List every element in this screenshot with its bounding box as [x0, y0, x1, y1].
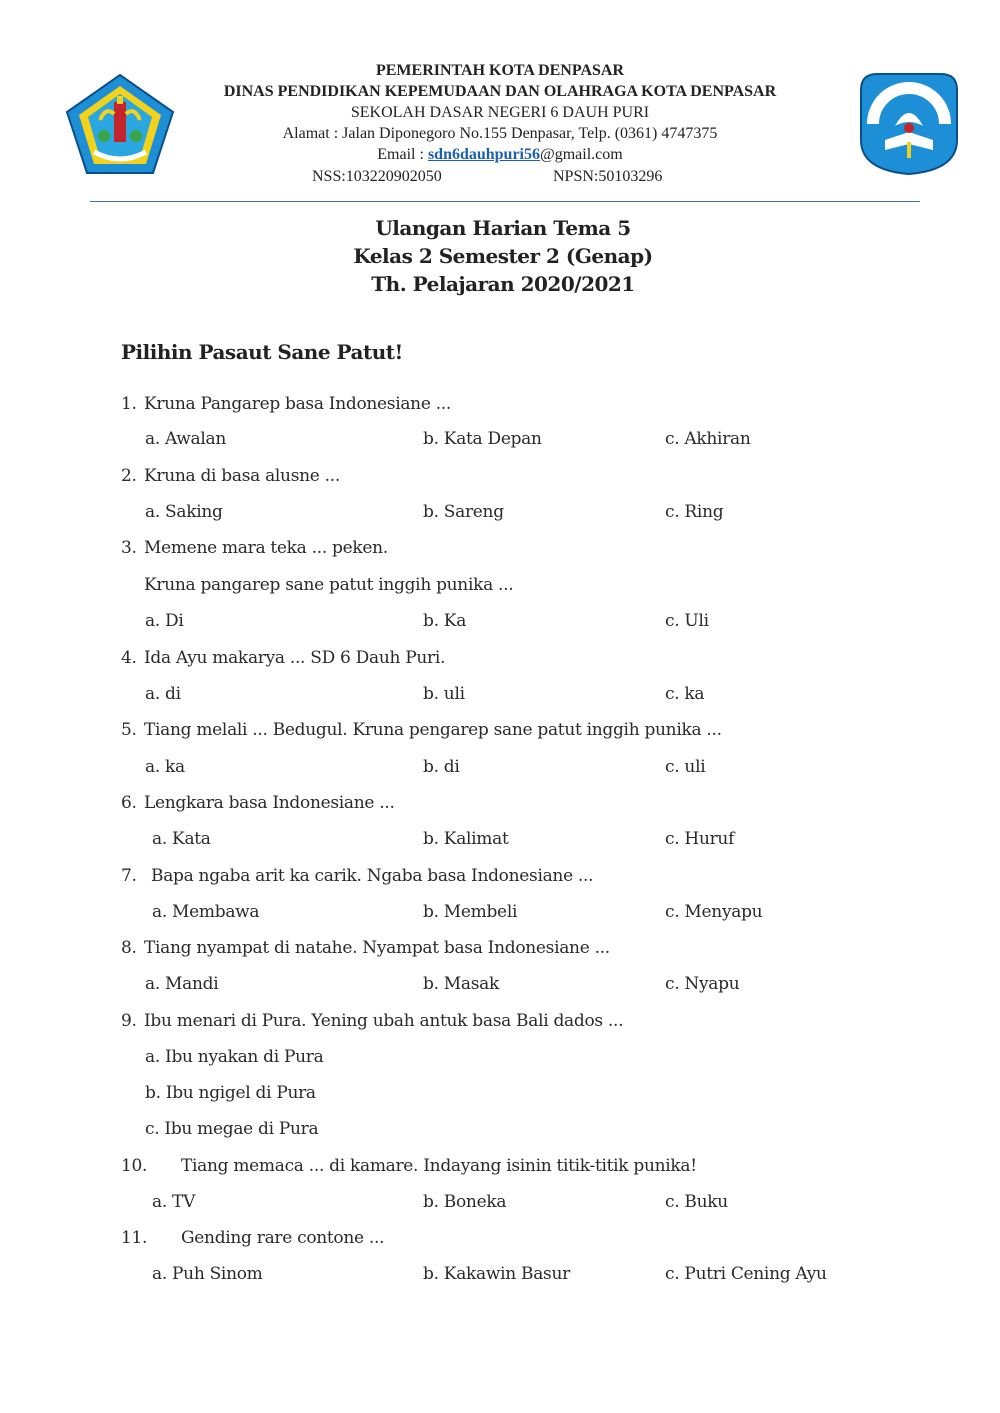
question-text: Tiang melali ... Bedugul. Kruna pengarep sane patut inggih punika ...: [144, 720, 722, 740]
exam-year: Th. Pelajaran 2020/2021: [371, 272, 635, 296]
question-text: Bapa ngaba arit ka carik. Ngaba basa Indonesiane ...: [151, 866, 594, 886]
exam-title: Ulangan Harian Tema 5: [375, 216, 631, 240]
question-number: 11.: [121, 1228, 148, 1248]
option-b: b. Kalimat: [423, 829, 509, 849]
option-a: a. ka: [145, 757, 185, 777]
email-label: Email :: [377, 146, 428, 163]
option-c: c. Buku: [665, 1192, 728, 1212]
option-a: a. Saking: [145, 502, 223, 522]
question-text: Kruna Pangarep basa Indonesiane ...: [144, 394, 452, 414]
option-a: a. Puh Sinom: [152, 1264, 263, 1284]
header-government: PEMERINTAH KOTA DENPASAR: [375, 62, 624, 79]
email-link[interactable]: sdn6dauhpuri56: [427, 146, 540, 163]
option-b: b. Ibu ngigel di Pura: [145, 1083, 316, 1103]
exam-class: Kelas 2 Semester 2 (Genap): [353, 244, 653, 268]
option-a: a. Kata: [152, 829, 211, 849]
question-text: Tiang nyampat di natahe. Nyampat basa Indonesiane ...: [144, 938, 610, 958]
option-a: a. TV: [152, 1192, 196, 1212]
option-c: c. Putri Cening Ayu: [665, 1264, 827, 1284]
question-number: 7.: [121, 866, 137, 886]
question-text: Gending rare contone ...: [181, 1228, 385, 1248]
option-a: a. Di: [145, 611, 184, 631]
question-text: Lengkara basa Indonesiane ...: [144, 793, 395, 813]
question-text-continued: Kruna pangarep sane patut inggih punika ...: [144, 575, 514, 595]
option-c: c. ka: [665, 684, 705, 704]
question-text: Tiang memaca ... di kamare. Indayang isinin titik-titik punika!: [181, 1156, 697, 1176]
option-c: c. Menyapu: [665, 902, 763, 922]
header-divider: [90, 201, 920, 202]
option-c: c. Akhiran: [665, 429, 751, 449]
email-domain: @gmail.com: [540, 146, 623, 163]
question-number: 5.: [121, 720, 137, 740]
option-c: c. Ring: [665, 502, 724, 522]
question-number: 6.: [121, 793, 137, 813]
option-c: c. uli: [665, 757, 706, 777]
question-number: 1.: [121, 394, 137, 414]
option-a: a. Mandi: [145, 974, 219, 994]
option-b: b. Sareng: [423, 502, 504, 522]
option-c: c. Uli: [665, 611, 709, 631]
question-number: 8.: [121, 938, 137, 958]
question-number: 9.: [121, 1011, 137, 1031]
option-a: a. Membawa: [152, 902, 260, 922]
header-department: DINAS PENDIDIKAN KEPEMUDAAN DAN OLAHRAGA KOTA DENPASAR: [223, 83, 777, 100]
instruction-heading: Pilihin Pasaut Sane Patut!: [121, 340, 403, 364]
option-b: b. Ka: [423, 611, 467, 631]
option-b: b. Boneka: [423, 1192, 507, 1212]
option-b: b. Masak: [423, 974, 499, 994]
question-number: 10.: [121, 1156, 148, 1176]
question-text: Memene mara teka ... peken.: [144, 538, 388, 558]
option-b: b. Kakawin Basur: [423, 1264, 570, 1284]
header-npsn: NPSN:50103296: [553, 168, 663, 185]
question-text: Ida Ayu makarya ... SD 6 Dauh Puri.: [144, 648, 446, 668]
option-a: a. di: [145, 684, 181, 704]
option-b: b. di: [423, 757, 460, 777]
header-address: Alamat : Jalan Diponegoro No.155 Denpasar, Telp. (0361) 4747375: [282, 125, 718, 142]
question-number: 3.: [121, 538, 137, 558]
question-text: Kruna di basa alusne ...: [144, 466, 340, 486]
header-email: [0, 146, 1000, 164]
option-b: b. uli: [423, 684, 465, 704]
header-nss: NSS:103220902050: [312, 168, 442, 185]
question-number: 2.: [121, 466, 137, 486]
option-b: b. Kata Depan: [423, 429, 542, 449]
question-text: Ibu menari di Pura. Yening ubah antuk basa Bali dados ...: [144, 1011, 624, 1031]
option-c: c. Ibu megae di Pura: [145, 1119, 319, 1139]
option-c: c. Huruf: [665, 829, 735, 849]
option-a: a. Ibu nyakan di Pura: [145, 1047, 324, 1067]
option-b: b. Membeli: [423, 902, 518, 922]
option-c: c. Nyapu: [665, 974, 740, 994]
header-school-name: SEKOLAH DASAR NEGERI 6 DAUH PURI: [350, 104, 650, 121]
option-a: a. Awalan: [145, 429, 226, 449]
question-number: 4.: [121, 648, 137, 668]
